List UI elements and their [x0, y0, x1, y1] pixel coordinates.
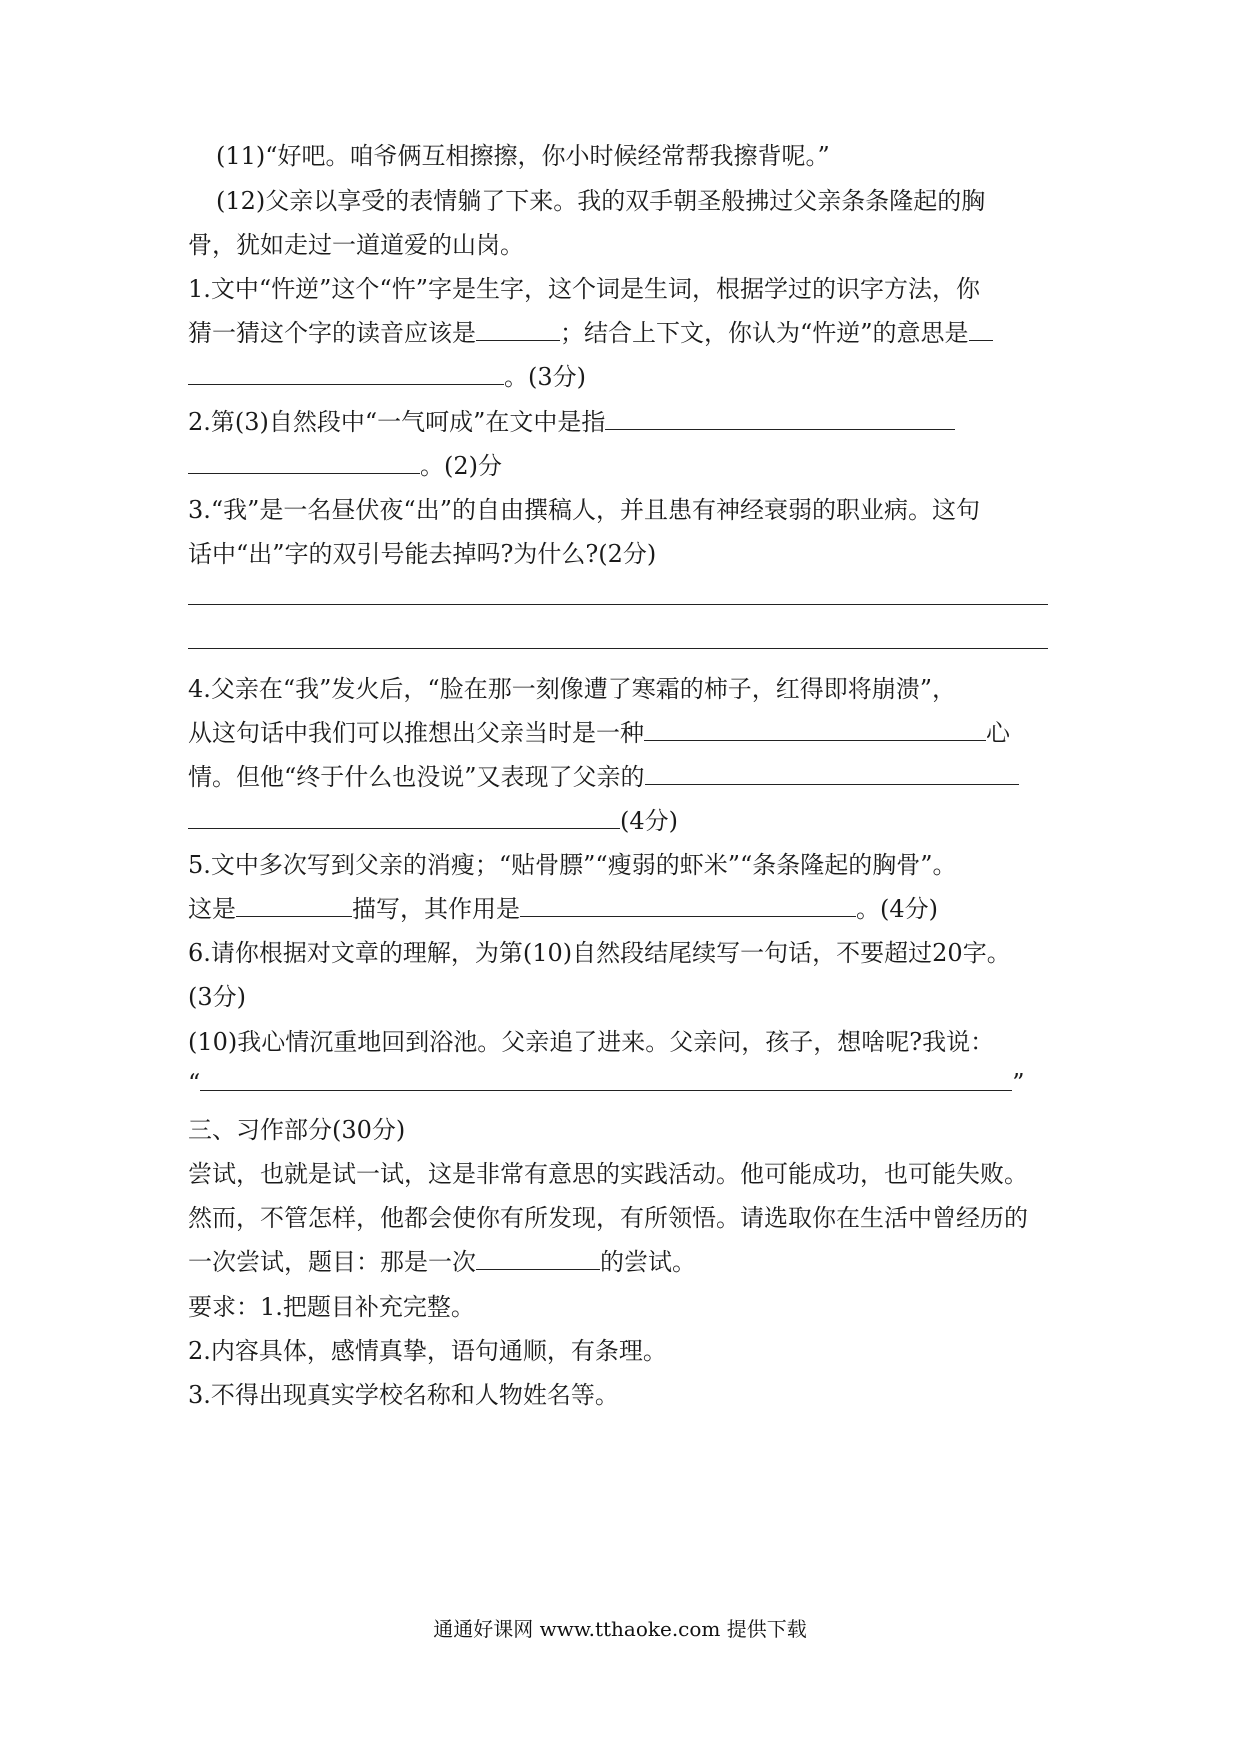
question-2-line2 — [188, 449, 1060, 483]
question-4-score: (4分) — [620, 807, 678, 835]
question-1-text-a: 猜一猜这个字的读音应该是 — [188, 319, 476, 347]
question-5-line2 — [188, 892, 1060, 926]
pronunciation-blank[interactable] — [476, 318, 560, 341]
question-1-line2 — [188, 316, 1060, 350]
question-3-line1: 3.“我”是一名昼伏夜“出”的自由撰稿人，并且患有神经衰弱的职业病。这句 — [188, 496, 980, 524]
question-5-text-a: 这是 — [188, 895, 236, 923]
passage-paragraph-12-line1: (12)父亲以享受的表情躺了下来。我的双手朝圣般拂过父亲条条隆起的胸 — [216, 187, 986, 215]
question-3-line2: 话中“出”字的双引号能去掉吗?为什么?(2分) — [188, 540, 657, 568]
continuation-blank[interactable] — [200, 1068, 1012, 1091]
writing-prompt-line3 — [188, 1245, 1060, 1279]
passage-paragraph-11: (11)“好吧。咱爷俩互相擦擦，你小时候经常帮我擦背呢。” — [216, 142, 830, 170]
question-2-score: 。(2)分 — [420, 452, 502, 480]
mood-blank[interactable] — [644, 718, 986, 741]
question-5-text-b: 描写，其作用是 — [352, 895, 520, 923]
writing-requirement-3: 3.不得出现真实学校名称和人物姓名等。 — [188, 1381, 619, 1409]
passage-paragraph-12-line2: 骨，犹如走过一道道爱的山岗。 — [188, 231, 524, 259]
writing-prompt-text-a: 一次尝试，题目：那是一次 — [188, 1248, 476, 1276]
question-4-line4 — [188, 804, 1060, 838]
question-1-score: 。(3分) — [504, 363, 586, 391]
question-6-score: (3分) — [188, 983, 246, 1011]
question-6-paragraph-10: (10)我心情沉重地回到浴池。父亲追了进来。父亲问，孩子，想啥呢?我说： — [188, 1028, 995, 1056]
question-1-line1: 1.文中“忤逆”这个“忤”字是生字，这个词是生词，根据学过的识字方法，你 — [188, 275, 980, 303]
question-4-text-a: 从这句话中我们可以推想出父亲当时是一种 — [188, 719, 644, 747]
question-2-text: 2.第(3)自然段中“一气呵成”在文中是指 — [188, 408, 606, 436]
question-2-line1 — [188, 405, 1060, 439]
close-quote: ” — [1012, 1069, 1025, 1097]
question-5-line1: 5.文中多次写到父亲的消瘦；“贴骨膘”“瘦弱的虾米”“条条隆起的胸骨”。 — [188, 851, 957, 879]
meaning-blank[interactable] — [188, 362, 504, 385]
description-type-blank[interactable] — [236, 894, 352, 917]
question-2-blank-2[interactable] — [188, 451, 420, 474]
question-6-line1: 6.请你根据对文章的理解，为第(10)自然段结尾续写一句话，不要超过20字。 — [188, 939, 1011, 967]
father-trait-blank-2[interactable] — [188, 806, 620, 829]
purpose-blank[interactable] — [520, 894, 856, 917]
open-quote: “ — [188, 1069, 201, 1097]
question-4-text-b: 心 — [986, 719, 1010, 747]
meaning-blank-start[interactable] — [969, 318, 993, 341]
question-6-answer-line — [188, 1066, 1060, 1100]
father-trait-blank-1[interactable] — [645, 762, 1019, 785]
section-heading-writing: 三、习作部分(30分) — [188, 1116, 406, 1144]
writing-requirement-1: 要求：1.把题目补充完整。 — [188, 1293, 475, 1321]
question-4-text-c: 情。但他“终于什么也没说”又表现了父亲的 — [188, 763, 645, 791]
question-2-blank-1[interactable] — [605, 407, 955, 430]
answer-line-2[interactable] — [188, 648, 1048, 649]
question-4-line2 — [188, 716, 1060, 750]
answer-line-1[interactable] — [188, 604, 1048, 605]
footer-source: 通通好课网 www.tthaoke.com 提供下载 — [433, 1617, 807, 1641]
writing-prompt-text-b: 的尝试。 — [600, 1248, 696, 1276]
question-1-line3 — [188, 360, 1060, 394]
question-5-score: 。(4分) — [856, 895, 938, 923]
writing-requirement-2: 2.内容具体，感情真挚，语句通顺，有条理。 — [188, 1337, 667, 1365]
question-4-line3 — [188, 760, 1060, 794]
title-blank[interactable] — [476, 1247, 600, 1270]
writing-prompt-line2: 然而，不管怎样，他都会使你有所发现，有所领悟。请选取你在生活中曾经历的 — [188, 1204, 1028, 1232]
writing-prompt-line1: 尝试，也就是试一试，这是非常有意思的实践活动。他可能成功，也可能失败。 — [188, 1160, 1028, 1188]
question-4-line1: 4.父亲在“我”发火后，“脸在那一刻像遭了寒霜的柿子，红得即将崩溃”， — [188, 675, 956, 703]
question-1-text-b: ；结合上下文，你认为“忤逆”的意思是 — [560, 319, 969, 347]
